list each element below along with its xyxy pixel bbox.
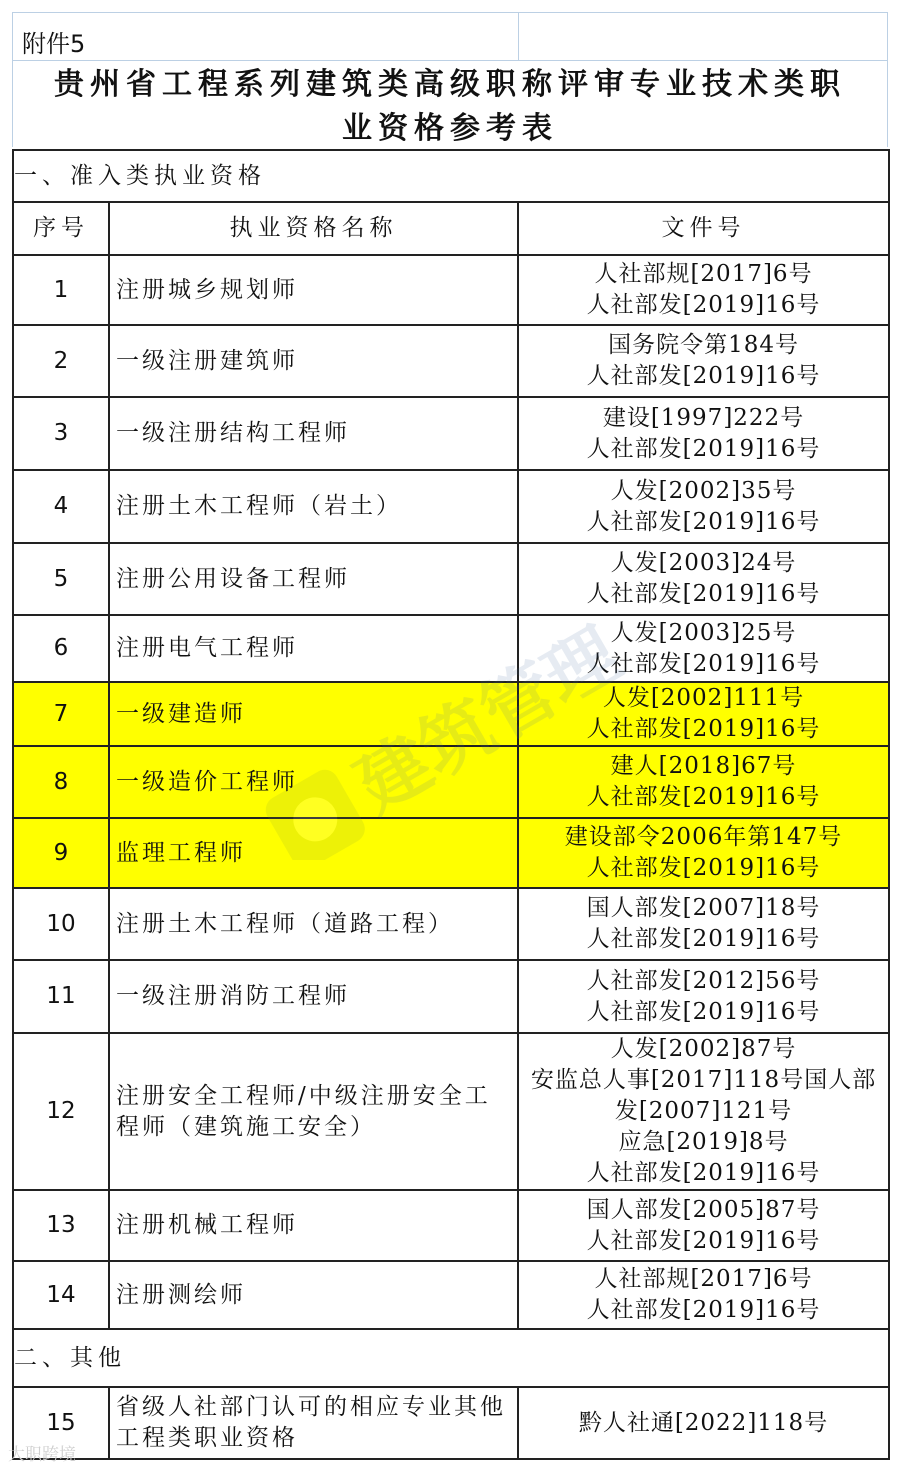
qualification-name[interactable] (109, 1387, 518, 1459)
cell-line: 人社部发[2019]16号 (586, 998, 821, 1025)
cell-line: 一级注册结构工程师 (116, 420, 350, 446)
header-row (13, 202, 889, 255)
table-row (13, 746, 889, 818)
document-numbers[interactable] (518, 960, 889, 1033)
cell-line: 安监总人事[2017]118号国人部 (530, 1067, 877, 1093)
row-number[interactable]: 9 (13, 818, 109, 888)
cell-line: 一级建造师 (116, 700, 246, 727)
qualification-name[interactable] (109, 1261, 518, 1329)
cell-line: 人社部发[2019]16号 (586, 855, 821, 881)
document-numbers[interactable] (518, 746, 889, 818)
section-heading[interactable]: 二、其他 (13, 1329, 889, 1387)
table-row (13, 888, 889, 960)
row-number[interactable]: 7 (13, 682, 109, 746)
cell-line: 人社部发[2019]16号 (586, 926, 821, 952)
cell-line: 一级注册建筑师 (116, 347, 298, 374)
cell-line: 人社部发[2019]16号 (586, 1297, 821, 1323)
section-row (13, 1329, 889, 1387)
cell-line: 人发[2002]87号 (610, 1036, 797, 1062)
document-numbers[interactable] (518, 1190, 889, 1261)
cell-line: 人发[2003]24号 (610, 550, 797, 576)
qualification-name[interactable] (109, 1190, 518, 1261)
row-number[interactable]: 15 (13, 1387, 109, 1459)
table-row (13, 1387, 889, 1459)
cell-line: 监理工程师 (116, 839, 246, 866)
document-numbers[interactable] (518, 1261, 889, 1329)
qualification-name[interactable] (109, 682, 518, 746)
title-line-2: 业资格参考表 (342, 111, 558, 146)
qualification-name[interactable] (109, 960, 518, 1033)
document-numbers[interactable] (518, 682, 889, 746)
document-numbers[interactable] (518, 470, 889, 543)
row-number[interactable]: 8 (13, 746, 109, 818)
cell-line: 人发[2002]111号 (602, 685, 805, 711)
cell-line: 人社部发[2012]56号 (586, 967, 821, 994)
attachment-label: 附件5 (22, 30, 86, 58)
section-row (13, 150, 889, 202)
cell-line: 省级人社部门认可的相应专业其他 (116, 1394, 506, 1420)
footer-logo: 大职跨境 (8, 1445, 76, 1465)
qualification-name[interactable] (109, 470, 518, 543)
qualification-name[interactable] (109, 543, 518, 615)
table-row (13, 1261, 889, 1329)
header-number[interactable]: 序号 (13, 202, 109, 255)
table-row (13, 818, 889, 888)
row-number[interactable]: 3 (13, 397, 109, 470)
document-numbers[interactable] (518, 1387, 889, 1459)
table-row (13, 470, 889, 543)
cell-line: 人社部发[2019]16号 (586, 784, 821, 810)
table-row (13, 682, 889, 746)
table-row (13, 325, 889, 397)
cell-line: 人社部发[2019]16号 (586, 435, 821, 462)
table-row (13, 1190, 889, 1261)
cell-line: 程师（建筑施工安全） (116, 1113, 376, 1140)
table-row (13, 1033, 889, 1190)
row-number[interactable]: 6 (13, 615, 109, 682)
cell-line: 注册土木工程师（道路工程） (116, 910, 454, 937)
document-numbers[interactable] (518, 888, 889, 960)
cell-line: 国人部发[2005]87号 (586, 1196, 821, 1223)
cell-line: 人社部发[2019]16号 (586, 650, 821, 677)
attachment-row (12, 12, 888, 61)
cell-line: 建设部令2006年第147号 (564, 824, 843, 850)
cell-line: 一级造价工程师 (116, 768, 298, 795)
cell-line: 国人部发[2007]18号 (586, 895, 821, 921)
qualification-name[interactable] (109, 746, 518, 818)
cell-line: 应急[2019]8号 (618, 1129, 789, 1155)
row-number[interactable]: 5 (13, 543, 109, 615)
document-numbers[interactable] (518, 397, 889, 470)
cell-line: 人社部规[2017]6号 (594, 261, 813, 287)
cell-line: 人社部发[2019]16号 (586, 716, 821, 742)
cell-line: 工程类职业资格 (116, 1425, 298, 1451)
cell-line: 人发[2002]35号 (610, 477, 797, 504)
cell-line: 人社部发[2019]16号 (586, 1160, 821, 1186)
cell-line: 人发[2003]25号 (610, 619, 797, 646)
title-row (12, 61, 888, 147)
document-numbers[interactable] (518, 255, 889, 325)
cell-line: 人社部发[2019]16号 (586, 581, 821, 607)
cell-line: 人社部规[2017]6号 (594, 1266, 813, 1292)
cell-line: 注册安全工程师/中级注册安全工 (116, 1082, 491, 1109)
cell-line: 发[2007]121号 (614, 1098, 793, 1124)
cell-line: 建设[1997]222号 (602, 404, 805, 431)
title-line-1: 贵州省工程系列建筑类高级职称评审专业技术类职 (54, 67, 846, 102)
qualification-name[interactable] (109, 397, 518, 470)
document-numbers[interactable] (518, 1033, 889, 1190)
cell-line: 注册公用设备工程师 (116, 565, 350, 592)
cell-line: 注册城乡规划师 (116, 276, 298, 303)
attachment-cell[interactable] (13, 13, 519, 60)
document-numbers[interactable] (518, 818, 889, 888)
qualification-name[interactable] (109, 888, 518, 960)
cell-line: 人社部发[2019]16号 (586, 1227, 821, 1254)
table-row (13, 397, 889, 470)
qualification-name[interactable] (109, 615, 518, 682)
document-numbers[interactable] (518, 615, 889, 682)
row-number[interactable]: 14 (13, 1261, 109, 1329)
section-heading[interactable]: 一、准入类执业资格 (13, 150, 889, 202)
row-number[interactable]: 11 (13, 960, 109, 1033)
table-row (13, 255, 889, 325)
row-number[interactable]: 10 (13, 888, 109, 960)
header-document[interactable]: 文件号 (518, 202, 889, 255)
cell-line: 人社部发[2019]16号 (586, 363, 821, 389)
cell-line: 一级注册消防工程师 (116, 983, 350, 1009)
table-row (13, 615, 889, 682)
row-number[interactable]: 13 (13, 1190, 109, 1261)
cell-line: 黔人社通[2022]118号 (578, 1409, 829, 1436)
document-numbers[interactable] (518, 325, 889, 397)
qualification-name[interactable] (109, 1033, 518, 1190)
document-numbers[interactable] (518, 543, 889, 615)
qualification-name[interactable] (109, 325, 518, 397)
row-number[interactable]: 4 (13, 470, 109, 543)
cell-line: 建人[2018]67号 (610, 753, 797, 779)
header-name[interactable]: 执业资格名称 (109, 202, 518, 255)
qualification-name[interactable] (109, 818, 518, 888)
cell-line: 人社部发[2019]16号 (586, 292, 821, 318)
cell-line: 人社部发[2019]16号 (586, 508, 821, 535)
row-number[interactable]: 1 (13, 255, 109, 325)
cell-line: 国务院令第184号 (608, 332, 799, 358)
table-row (13, 543, 889, 615)
table-row (13, 960, 889, 1033)
qualification-name[interactable] (109, 255, 518, 325)
cell-line: 注册机械工程师 (116, 1212, 298, 1238)
cell-line: 注册测绘师 (116, 1281, 246, 1308)
row-number[interactable]: 12 (13, 1033, 109, 1190)
cell-line: 注册电气工程师 (116, 635, 298, 661)
qualification-table (12, 149, 890, 1460)
cell-line: 注册土木工程师（岩土） (116, 493, 402, 519)
row-number[interactable]: 2 (13, 325, 109, 397)
